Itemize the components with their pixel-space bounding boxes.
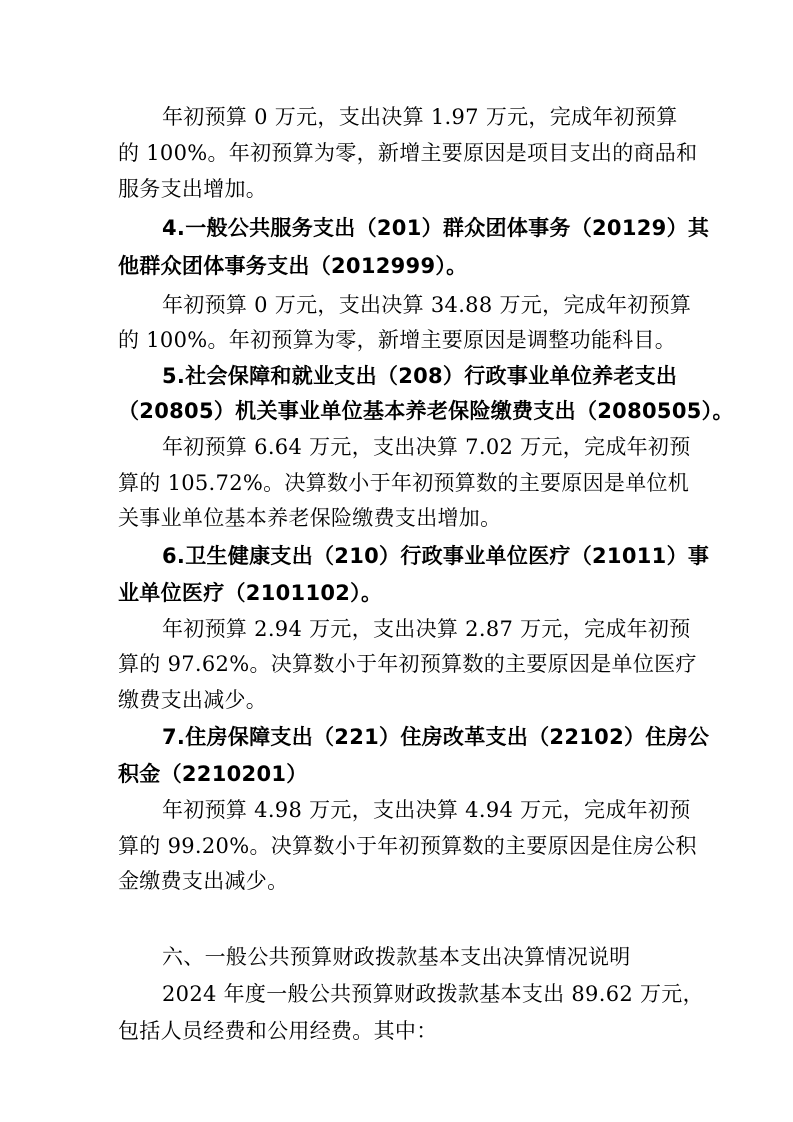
- section-heading-4-cont: 他群众团体事务支出（2012999）。: [118, 254, 468, 278]
- paragraph-line: 2024 年度一般公共预算财政拨款基本支出 89.62 万元，: [162, 982, 704, 1006]
- paragraph-line: 算的 105.72%。决算数小于年初预算数的主要原因是单位机: [118, 471, 690, 495]
- paragraph-line: 算的 97.62%。决算数小于年初预算数的主要原因是单位医疗: [118, 652, 697, 676]
- paragraph-line: 年初预算 4.98 万元，支出决算 4.94 万元，完成年初预: [162, 798, 691, 822]
- paragraph-line: 缴费支出减少。: [118, 688, 268, 712]
- paragraph-line: 的 100%。年初预算为零，新增主要原因是项目支出的商品和: [118, 141, 698, 165]
- paragraph-line: 年初预算 6.64 万元，支出决算 7.02 万元，完成年初预: [162, 435, 691, 459]
- paragraph-line: 关事业单位基本养老保险缴费支出增加。: [118, 506, 502, 530]
- paragraph-line: 算的 99.20%。决算数小于年初预算数的主要原因是住房公积: [118, 834, 697, 858]
- paragraph-line: 包括人员经费和公用经费。其中：: [118, 1019, 438, 1043]
- section-heading-6-cont: 业单位医疗（2101102）。: [118, 581, 383, 605]
- section-heading-4: 4.一般公共服务支出（201）群众团体事务（20129）其: [162, 216, 710, 240]
- section-heading-6: 6.卫生健康支出（210）行政事业单位医疗（21011）事: [162, 544, 710, 568]
- section-heading-5: 5.社会保障和就业支出（208）行政事业单位养老支出: [162, 364, 678, 388]
- section-heading-5-cont: （20805）机关事业单位基本养老保险缴费支出（2080505）。: [118, 399, 734, 423]
- section-heading-7: 7.住房保障支出（221）住房改革支出（22102）住房公: [162, 725, 710, 749]
- paragraph-line: 年初预算 2.94 万元，支出决算 2.87 万元，完成年初预: [162, 617, 691, 641]
- paragraph-line: 的 100%。年初预算为零，新增主要原因是调整功能科目。: [118, 328, 677, 352]
- paragraph-line: 年初预算 0 万元，支出决算 34.88 万元，完成年初预算: [162, 293, 692, 317]
- paragraph-line: 年初预算 0 万元，支出决算 1.97 万元，完成年初预算: [162, 105, 678, 129]
- paragraph-line: 服务支出增加。: [118, 177, 268, 201]
- paragraph-line: 金缴费支出减少。: [118, 869, 289, 893]
- section-heading-7-cont: 积金（2210201）: [118, 762, 308, 786]
- section-title-6: 六、一般公共预算财政拨款基本支出决算情况说明: [162, 945, 631, 969]
